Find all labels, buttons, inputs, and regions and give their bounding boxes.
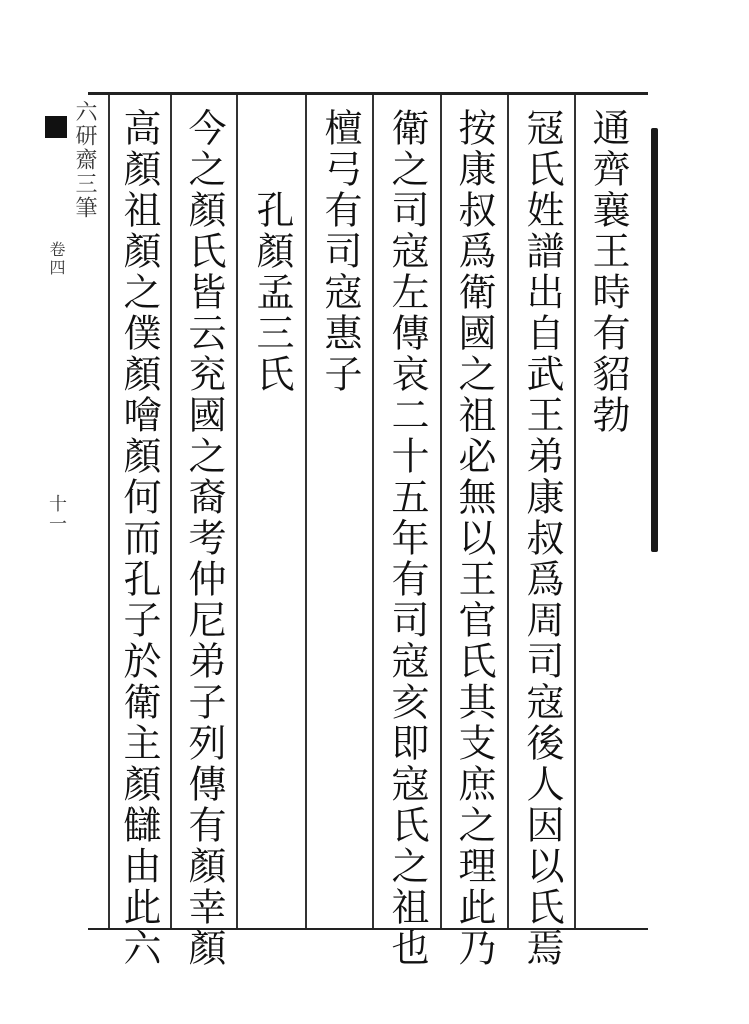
column-rule [507,95,509,928]
section-label: 卷四 [47,241,66,277]
frame-right-border [651,128,658,552]
column-rule [170,95,172,928]
page-number: 十一 [46,494,67,534]
book-title: 六研齋三筆 [72,100,97,220]
text-column-5: 檀弓有司寇惠子 [318,108,362,395]
frame-top-border [88,92,648,95]
column-rule [305,95,307,928]
text-column-7: 今之顏氏皆云兖國之裔考仲尼弟子列傳有顏幸顏 [182,108,226,969]
text-column-8: 高顏祖顏之僕顏噲顏何而孔子於衛主顏讎由此六 [117,108,161,969]
column-rule [440,95,442,928]
column-rule [372,95,374,928]
fishtail-mark [45,116,67,138]
column-rule [108,95,110,928]
column-rule [574,95,576,928]
text-column-3: 按康叔爲衛國之祖必無以王官氏其支庶之理此乃 [452,108,496,969]
section-heading: 孔顏孟三氏 [250,190,294,395]
text-column-1: 通齊襄王時有貂勃 [586,108,630,436]
column-rule [236,95,238,928]
frame-bottom-border [88,928,648,930]
text-column-4: 衛之司寇左傳哀二十五年有司寇亥即寇氏之祖也 [385,108,429,969]
text-column-2: 冦氏姓譜出自武王弟康叔爲周司寇後人因以氏焉 [520,108,564,969]
page-margin [46,100,100,930]
